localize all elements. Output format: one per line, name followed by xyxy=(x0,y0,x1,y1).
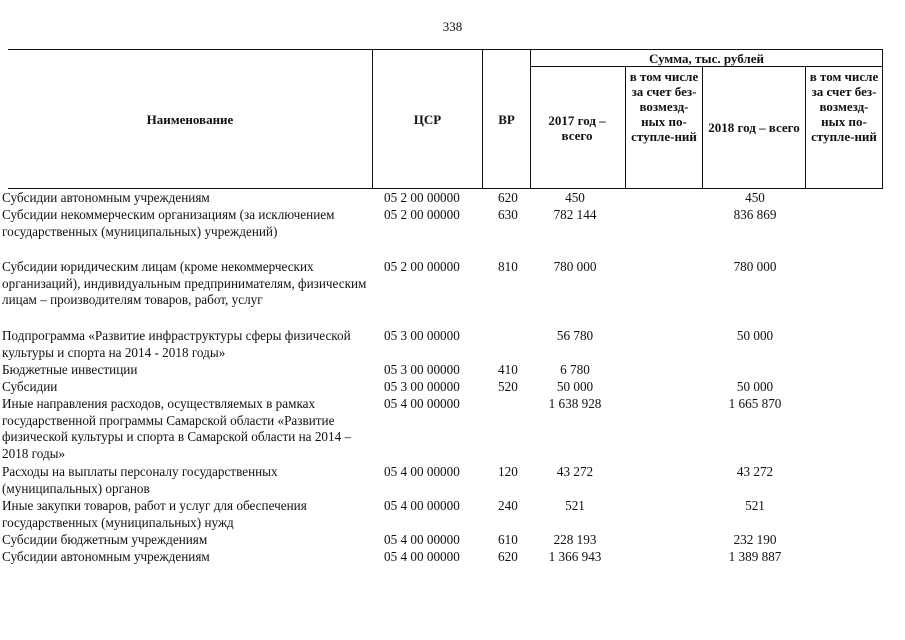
row-csr: 05 2 00 00000 xyxy=(384,190,460,205)
row-name: Иные направления расходов, осуществляемых в рамках государственной программы Самарской области «Развитие физической культуры и спорта в Самарской области на 2014 – 2018 годы» xyxy=(2,396,352,461)
row-total-2018: 1 665 870 xyxy=(728,396,782,411)
row-total-2017: 521 xyxy=(565,498,585,513)
row-name: Подпрограмма «Развитие инфраструктуры сферы физической культуры и спорта на 2014 - 2018 годы» xyxy=(2,328,351,360)
row-total-2017: 450 xyxy=(565,190,585,205)
row-total-2018: 1 389 887 xyxy=(728,549,782,564)
header-right-edge xyxy=(882,49,883,189)
row-name: Субсидии автономным учреждениям xyxy=(2,549,210,564)
row-vr: 120 xyxy=(498,464,518,479)
row-csr: 05 4 00 00000 xyxy=(384,498,460,513)
header-csr: ЦСР xyxy=(413,111,442,127)
row-total-2017: 228 193 xyxy=(553,532,597,547)
row-name: Бюджетные инвестиции xyxy=(2,362,138,377)
row-vr: 630 xyxy=(498,207,518,222)
row-total-2018: 780 000 xyxy=(733,259,777,274)
row-total-2018: 836 869 xyxy=(733,207,777,222)
row-csr: 05 4 00 00000 xyxy=(384,396,460,411)
header-total-2017: 2017 год – всего xyxy=(548,112,606,143)
header-sum-group: Сумма, тыс. рублей xyxy=(649,50,764,66)
page-number: 338 xyxy=(442,19,463,34)
row-vr: 620 xyxy=(498,549,518,564)
row-vr: 610 xyxy=(498,532,518,547)
row-total-2017: 56 780 xyxy=(556,328,594,343)
row-total-2017: 780 000 xyxy=(553,259,597,274)
row-total-2018: 50 000 xyxy=(736,328,774,343)
row-csr: 05 3 00 00000 xyxy=(384,362,460,377)
header-grants-2017: в том числе за счет без-возмезд-ных по-ступле-ний xyxy=(629,69,699,144)
row-csr: 05 2 00 00000 xyxy=(384,259,460,274)
header-grants-2018: в том числе за счет без-возмезд-ных по-ступле-ний xyxy=(809,69,879,144)
row-csr: 05 4 00 00000 xyxy=(384,549,460,564)
col-divider-5 xyxy=(702,67,703,189)
row-total-2018: 43 272 xyxy=(736,464,774,479)
row-total-2018: 50 000 xyxy=(736,379,774,394)
row-vr: 620 xyxy=(498,190,518,205)
row-total-2017: 1 366 943 xyxy=(548,549,602,564)
row-name: Субсидии автономным учреждениям xyxy=(2,190,210,205)
row-vr: 410 xyxy=(498,362,518,377)
row-name: Субсидии xyxy=(2,379,58,394)
header-vr: ВР xyxy=(498,111,515,127)
row-csr: 05 2 00 00000 xyxy=(384,207,460,222)
row-vr: 240 xyxy=(498,498,518,513)
row-name: Иные закупки товаров, работ и услуг для обеспечения государственных (муниципальных) нужд xyxy=(2,498,307,530)
row-total-2017: 782 144 xyxy=(553,207,597,222)
header-total-2018: 2018 год – всего xyxy=(708,120,800,135)
col-divider-6 xyxy=(805,67,806,189)
row-vr: 810 xyxy=(498,259,518,274)
row-name: Субсидии некоммерческим организациям (за исключением государственных (муниципальных) учреждений) xyxy=(2,207,335,239)
row-name: Субсидии бюджетным учреждениям xyxy=(2,532,208,547)
row-name: Расходы на выплаты персоналу государственных (муниципальных) органов xyxy=(2,464,278,496)
row-total-2017: 6 780 xyxy=(560,362,590,377)
row-vr: 520 xyxy=(498,379,518,394)
row-total-2018: 232 190 xyxy=(733,532,777,547)
col-divider-4 xyxy=(625,67,626,189)
row-total-2018: 521 xyxy=(745,498,765,513)
row-csr: 05 4 00 00000 xyxy=(384,532,460,547)
row-total-2017: 1 638 928 xyxy=(548,396,602,411)
row-csr: 05 3 00 00000 xyxy=(384,379,460,394)
header-bottom-rule xyxy=(8,188,883,189)
row-total-2017: 50 000 xyxy=(556,379,594,394)
header-name: Наименование xyxy=(146,111,234,127)
row-name: Субсидии юридическим лицам (кроме некоммерческих организаций), индивидуальным предпринимателям, физическим лицам – производителям товаров, работ, услуг xyxy=(2,259,367,307)
col-divider-3 xyxy=(530,49,531,189)
row-csr: 05 3 00 00000 xyxy=(384,328,460,343)
row-total-2018: 450 xyxy=(745,190,765,205)
row-csr: 05 4 00 00000 xyxy=(384,464,460,479)
row-total-2017: 43 272 xyxy=(556,464,594,479)
